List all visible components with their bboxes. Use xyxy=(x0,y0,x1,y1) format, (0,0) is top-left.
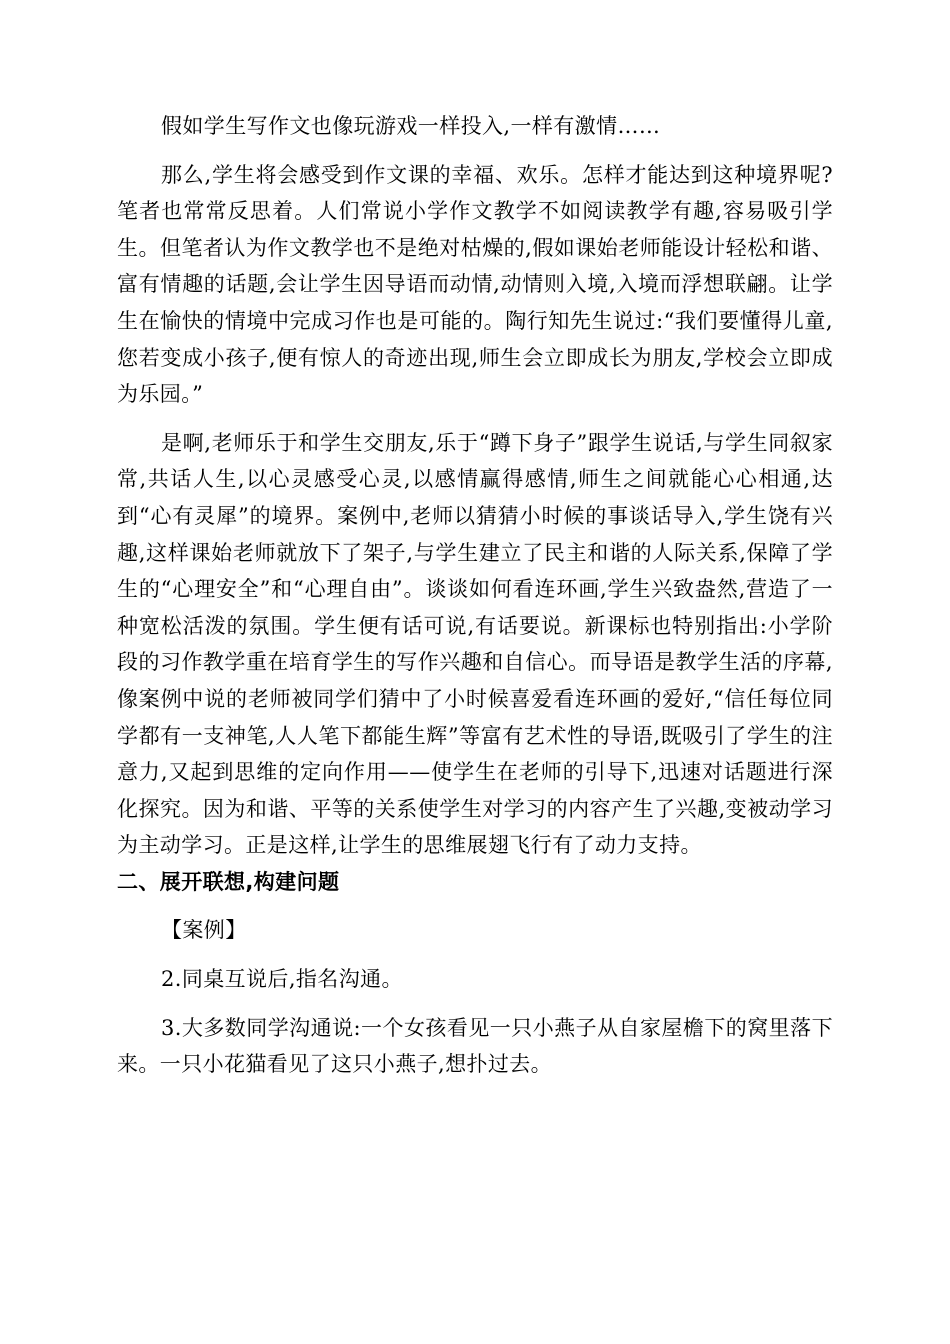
paragraph-1: 假如学生写作文也像玩游戏一样投入,一样有激情…… xyxy=(161,114,661,138)
list-item-2: 2.同桌互说后,指名沟通。 xyxy=(161,967,403,992)
case-label: 【案例】 xyxy=(161,918,247,943)
list-item-3: 3.大多数同学沟通说:一个女孩看见一只小燕子从自家屋檐下的窝里落下来。一只小花猫看见了这只小燕子,想扑过去。 xyxy=(117,1015,833,1077)
paragraph-2: 那么,学生将会感受到作文课的幸福、欢乐。怎样才能达到这种境界呢?笔者也常常反思着。人们常说小学作文教学不如阅读教学有趣,容易吸引学生。但笔者认为作文教学也不是绝对枯燥的,假如课始老师能设计轻松和谐、富有情趣的话题,会让学生因导语而动情,动情则入境,入境而浮想联翩。让学生在愉快的情境中完成习作也是可能的。陶行知先生说过:“我们要懂得儿童,您若变成小孩子,便有惊人的奇迹出现,师生会立即成长为朋友,学校会立即成为乐园。” xyxy=(117,162,833,407)
paragraph-3: 是啊,老师乐于和学生交朋友,乐于“蹲下身子”跟学生说话,与学生同叙家常,共话人生,以心灵感受心灵,以感情赢得感情,师生之间就能心心相通,达到“心有灵犀”的境界。案例中,老师以猜猜小时候的事谈话导入,学生饶有兴趣,这样课始老师就放下了架子,与学生建立了民主和谐的人际关系,保障了学生的“心理安全”和“心理自由”。谈谈如何看连环画,学生兴致盎然,营造了一种宽松活泼的氛围。学生便有话可说,有话要说。新课标也特别指出:小学阶段的习作教学重在培育学生的写作兴趣和自信心。而导语是教学生活的序幕,像案例中说的老师被同学们猜中了小时候喜爱看连环画的爱好,“信任每位同学都有一支神笔,人人笔下都能生辉”等富有艺术性的导语,既吸引了学生的注意力,又起到思维的定向作用——使学生在老师的引导下,迅速对话题进行深化探究。因为和谐、平等的关系使学生对学习的内容产生了兴趣,变被动学习为主动学习。正是这样,让学生的思维展翅飞行有了动力支持。 xyxy=(117,430,833,858)
document-page xyxy=(117,108,833,1083)
section-heading: 二、展开联想,构建问题 xyxy=(117,869,340,894)
